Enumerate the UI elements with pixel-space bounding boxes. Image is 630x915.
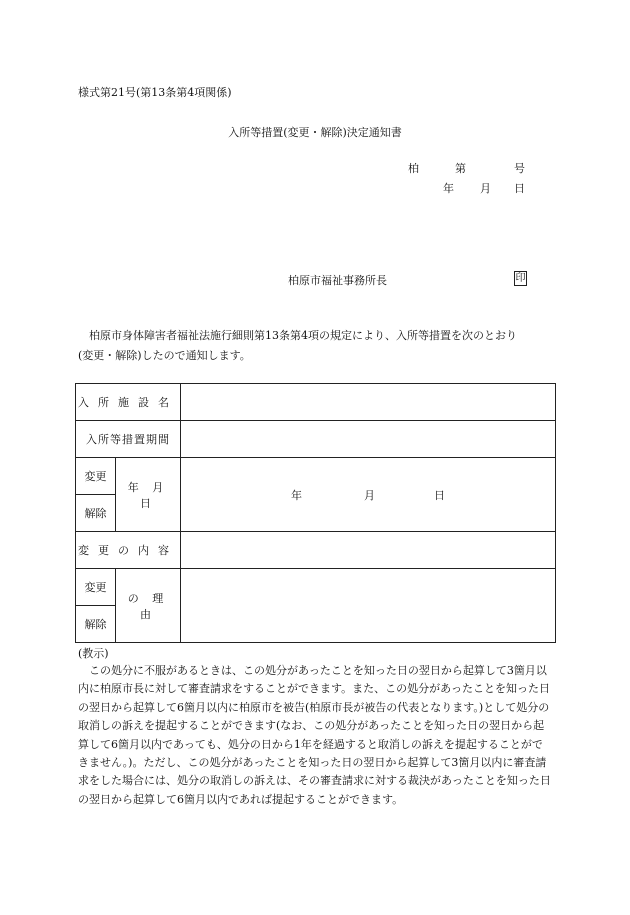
body-line-2: (変更・解除)したので通知します。 [78,349,251,362]
ymd-month: 月 [364,488,375,502]
body-text [78,326,554,366]
issuer-name: 柏原市福祉事務所長 [288,274,387,287]
reason-change-label: 変更 [76,569,116,606]
ymd-day: 日 [434,488,445,502]
measure-table [75,383,556,643]
period-value[interactable] [181,421,556,458]
doc-number-prefix: 柏 [408,162,419,175]
notice-heading: (教示) [78,647,109,660]
content-value[interactable] [181,532,556,569]
notice-text: この処分に不服があるときは、この処分があったことを知った日の翌日から起算して3箇月以内に柏原市長に対して審査請求をすることができます。また、この処分があったことを知った日の翌日から起算して6箇月以内に柏原市を被告(柏原市長が被告の代表となります。)として処分の取消しの訴えを提起することができます(なお、この処分があったことを知った日の翌日から起算して6箇月以内であっても、処分の日から1年を経過すると取消しの訴えを提起することができません。)。ただし、この処分があったことを知った日の翌日から起算して3箇月以内に審査請求をした場合には、処分の取消しの訴えは、その審査請求に対する裁決があったことを知った日の翌日から起算して6箇月以内であれば提起することができます。 [78,664,551,806]
ymd-label: 年 月 日 [116,458,181,532]
date-change-label: 変更 [76,458,116,495]
date-year: 年 [443,182,454,195]
ymd-year: 年 [291,488,302,502]
doc-number-middle: 第 [455,162,466,175]
content-label: 変更の内容 [76,532,181,569]
row-date-change [76,458,556,495]
date-cancel-label: 解除 [76,495,116,532]
row-period [76,421,556,458]
doc-number-suffix: 号 [514,162,525,175]
form-number: 様式第21号(第13条第4項関係) [78,86,232,99]
reason-label: の 理 由 [116,569,181,643]
row-content [76,532,556,569]
ymd-value[interactable] [181,458,556,532]
reason-value[interactable] [181,569,556,643]
period-label: 入所等措置期間 [76,421,181,458]
date-month: 月 [480,182,491,195]
date-day: 日 [514,182,525,195]
row-reason-change [76,569,556,606]
facility-value[interactable] [181,384,556,421]
reason-cancel-label: 解除 [76,606,116,643]
seal-mark: 印 [515,273,526,284]
document-title: 入所等措置(変更・解除)決定通知書 [228,126,402,139]
row-facility [76,384,556,421]
body-line-1: 柏原市身体障害者福祉法施行細則第13条第4項の規定により、入所等措置を次のとおり [89,329,517,342]
facility-label: 入所施設名 [76,384,181,421]
